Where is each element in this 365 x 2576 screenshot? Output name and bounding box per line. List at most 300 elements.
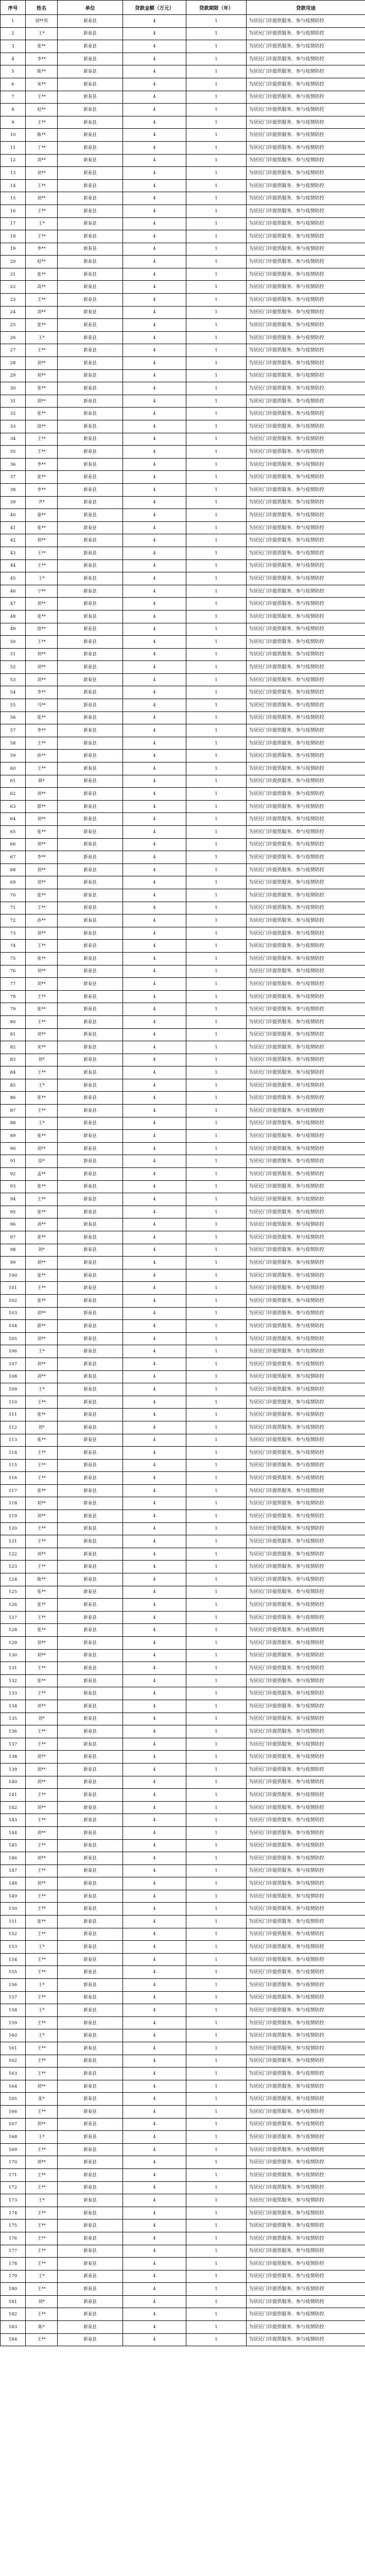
cell-purpose: 为居民门诊提供服务、参与疫情防控 (247, 2207, 365, 2219)
cell-amount: 4 (123, 2283, 186, 2296)
cell-purpose: 为居民门诊提供服务、参与疫情防控 (247, 965, 365, 978)
cell-amount: 4 (123, 1738, 186, 1751)
table-row (1, 1789, 365, 1802)
cell-purpose: 为居民门诊提供服务、参与疫情防控 (247, 319, 365, 332)
cell-unit: 新泰县 (58, 800, 123, 813)
cell-unit: 新泰县 (58, 1117, 123, 1130)
cell-amount: 4 (123, 560, 186, 572)
cell-index: 72 (1, 914, 26, 927)
table-row (1, 750, 365, 762)
cell-index: 1 (1, 15, 26, 28)
cell-index: 77 (1, 978, 26, 991)
cell-amount: 4 (123, 230, 186, 243)
table-row (1, 281, 365, 294)
cell-amount: 4 (123, 1497, 186, 1510)
cell-index: 88 (1, 1117, 26, 1130)
cell-purpose: 为居民门诊提供服务、参与疫情防控 (247, 889, 365, 902)
cell-amount: 4 (123, 2093, 186, 2106)
table-row (1, 2258, 365, 2270)
cell-purpose: 为居民门诊提供服务、参与疫情防控 (247, 192, 365, 205)
cell-purpose: 为居民门诊提供服务、参与疫情防控 (247, 1396, 365, 1409)
cell-purpose: 为居民门诊提供服务、参与疫情防控 (247, 1624, 365, 1637)
cell-term: 1 (186, 724, 247, 737)
cell-amount: 4 (123, 2016, 186, 2029)
cell-index: 177 (1, 2245, 26, 2258)
cell-amount: 4 (123, 1953, 186, 1966)
cell-amount: 4 (123, 902, 186, 914)
cell-purpose: 为居民门诊提供服务、参与疫情防控 (247, 636, 365, 649)
cell-index: 178 (1, 2258, 26, 2270)
cell-unit: 新泰县 (58, 306, 123, 319)
cell-term: 1 (186, 2080, 247, 2093)
cell-purpose: 为居民门诊提供服务、参与疫情防控 (247, 1142, 365, 1155)
cell-term: 1 (186, 1231, 247, 1244)
cell-index: 7 (1, 91, 26, 104)
cell-unit: 新泰县 (58, 1320, 123, 1333)
cell-purpose: 为居民门诊提供服务、参与疫情防控 (247, 1409, 365, 1421)
cell-index: 69 (1, 876, 26, 889)
cell-term: 1 (186, 1561, 247, 1573)
cell-unit: 新泰县 (58, 1269, 123, 1282)
cell-term: 1 (186, 1459, 247, 1472)
cell-amount: 4 (123, 1130, 186, 1143)
table-row (1, 699, 365, 712)
cell-purpose: 为居民门诊提供服务、参与疫情防控 (247, 281, 365, 294)
cell-index: 45 (1, 572, 26, 585)
cell-purpose: 为居民门诊提供服务、参与疫情防控 (247, 2270, 365, 2283)
cell-term: 1 (186, 2067, 247, 2080)
cell-amount: 4 (123, 1674, 186, 1687)
cell-index: 159 (1, 2016, 26, 2029)
cell-name: 王* (26, 2004, 58, 2017)
cell-term: 1 (186, 15, 247, 28)
cell-unit: 新泰县 (58, 104, 123, 116)
cell-name: 王** (26, 1687, 58, 1700)
cell-index: 137 (1, 1738, 26, 1751)
cell-unit: 新泰县 (58, 1028, 123, 1041)
cell-unit: 新泰县 (58, 1142, 123, 1155)
cell-purpose: 为居民门诊提供服务、参与疫情防控 (247, 1877, 365, 1890)
cell-amount: 4 (123, 1826, 186, 1839)
cell-unit: 新泰县 (58, 2055, 123, 2067)
cell-purpose: 为居民门诊提供服务、参与疫情防控 (247, 914, 365, 927)
cell-unit: 新泰县 (58, 1877, 123, 1890)
cell-unit: 新泰县 (58, 813, 123, 826)
table-row (1, 572, 365, 585)
cell-term: 1 (186, 2194, 247, 2207)
table-row (1, 15, 365, 28)
cell-name: 王** (26, 1966, 58, 1979)
cell-term: 1 (186, 1953, 247, 1966)
table-row (1, 78, 365, 91)
cell-purpose: 为居民门诊提供服务、参与疫情防控 (247, 1839, 365, 1852)
table-row (1, 357, 365, 370)
table-row (1, 686, 365, 699)
cell-term: 1 (186, 2245, 247, 2258)
cell-name: 刘* (26, 1421, 58, 1434)
table-row (1, 2067, 365, 2080)
table-row (1, 2131, 365, 2144)
cell-purpose: 为居民门诊提供服务、参与疫情防控 (247, 1117, 365, 1130)
cell-purpose: 为居民门诊提供服务、参与疫情防控 (247, 1282, 365, 1295)
cell-amount: 4 (123, 2295, 186, 2308)
table-row (1, 1130, 365, 1143)
cell-unit: 新泰县 (58, 1839, 123, 1852)
cell-term: 1 (186, 1916, 247, 1928)
table-row (1, 1561, 365, 1573)
cell-name: 刘** (26, 395, 58, 408)
table-row (1, 2181, 365, 2194)
cell-term: 1 (186, 1105, 247, 1117)
cell-unit: 新泰县 (58, 1257, 123, 1269)
cell-amount: 4 (123, 331, 186, 344)
table-row (1, 1282, 365, 1295)
cell-unit: 新泰县 (58, 179, 123, 192)
cell-term: 1 (186, 1763, 247, 1776)
cell-amount: 4 (123, 572, 186, 585)
cell-amount: 4 (123, 446, 186, 459)
cell-name: 王** (26, 1522, 58, 1535)
cell-purpose: 为居民门诊提供服务、参与疫情防控 (247, 2321, 365, 2334)
cell-index: 82 (1, 1041, 26, 1054)
cell-term: 1 (186, 1003, 247, 1016)
table-row (1, 1649, 365, 1662)
table-row (1, 2245, 365, 2258)
cell-name: 王** (26, 1396, 58, 1409)
cell-term: 1 (186, 686, 247, 699)
cell-name: 王** (26, 2181, 58, 2194)
cell-unit: 新泰县 (58, 572, 123, 585)
table-row (1, 268, 365, 281)
cell-amount: 4 (123, 1231, 186, 1244)
cell-index: 100 (1, 1269, 26, 1282)
cell-amount: 4 (123, 483, 186, 496)
cell-purpose: 为居民门诊提供服务、参与疫情防控 (247, 1155, 365, 1168)
cell-amount: 4 (123, 1687, 186, 1700)
cell-purpose: 为居民门诊提供服务、参与疫情防控 (247, 547, 365, 560)
cell-name: 王** (26, 737, 58, 750)
cell-index: 129 (1, 1637, 26, 1650)
cell-unit: 新泰县 (58, 1193, 123, 1206)
cell-name: 刘** (26, 1763, 58, 1776)
cell-amount: 4 (123, 547, 186, 560)
cell-purpose: 为居民门诊提供服务、参与疫情防控 (247, 471, 365, 484)
table-row (1, 1003, 365, 1016)
cell-name: 孙** (26, 750, 58, 762)
cell-index: 34 (1, 433, 26, 446)
cell-name: 刘* (26, 1054, 58, 1066)
cell-name: 王** (26, 1839, 58, 1852)
cell-index: 68 (1, 863, 26, 876)
cell-term: 1 (186, 1510, 247, 1523)
cell-amount: 4 (123, 1548, 186, 1561)
cell-term: 1 (186, 268, 247, 281)
cell-name: 王** (26, 1865, 58, 1877)
cell-unit: 新泰县 (58, 382, 123, 395)
cell-purpose: 为居民门诊提供服务、参与疫情防控 (247, 1826, 365, 1839)
cell-unit: 新泰县 (58, 1826, 123, 1839)
cell-unit: 新泰县 (58, 1725, 123, 1738)
cell-name: 王** (26, 1953, 58, 1966)
cell-purpose: 为居民门诊提供服务、参与疫情防控 (247, 2156, 365, 2169)
cell-index: 149 (1, 1890, 26, 1903)
cell-name: 张** (26, 826, 58, 839)
cell-name: 王** (26, 1472, 58, 1485)
cell-unit: 新泰县 (58, 724, 123, 737)
cell-purpose: 为居民门诊提供服务、参与疫情防控 (247, 306, 365, 319)
cell-purpose: 为居民门诊提供服务、参与疫情防控 (247, 1180, 365, 1193)
cell-index: 15 (1, 192, 26, 205)
cell-index: 13 (1, 167, 26, 180)
table-row (1, 990, 365, 1003)
table-row (1, 927, 365, 940)
table-row (1, 1142, 365, 1155)
table-row (1, 1903, 365, 1916)
cell-index: 102 (1, 1294, 26, 1307)
cell-name: 王* (26, 2194, 58, 2207)
table-row (1, 230, 365, 243)
cell-unit: 新泰县 (58, 167, 123, 180)
table-row (1, 940, 365, 953)
cell-unit: 新泰县 (58, 116, 123, 129)
cell-index: 9 (1, 116, 26, 129)
cell-name: 高** (26, 281, 58, 294)
cell-purpose: 为居民门诊提供服务、参与疫情防控 (247, 2042, 365, 2055)
cell-term: 1 (186, 952, 247, 965)
table-row (1, 1573, 365, 1586)
cell-name: 王** (26, 1611, 58, 1624)
cell-index: 133 (1, 1687, 26, 1700)
table-row (1, 1218, 365, 1231)
cell-amount: 4 (123, 1611, 186, 1624)
cell-unit: 新泰县 (58, 1763, 123, 1776)
table-row (1, 1421, 365, 1434)
cell-name: 张** (26, 268, 58, 281)
cell-index: 60 (1, 762, 26, 775)
cell-purpose: 为居民门诊提供服务、参与疫情防控 (247, 1383, 365, 1396)
cell-unit: 新泰县 (58, 2093, 123, 2106)
table-row (1, 673, 365, 686)
cell-term: 1 (186, 1307, 247, 1320)
table-row (1, 179, 365, 192)
cell-term: 1 (186, 40, 247, 53)
cell-purpose: 为居民门诊提供服务、参与疫情防控 (247, 433, 365, 446)
cell-amount: 4 (123, 636, 186, 649)
cell-amount: 4 (123, 1751, 186, 1764)
cell-amount: 4 (123, 1332, 186, 1345)
cell-unit: 新泰县 (58, 1092, 123, 1105)
cell-term: 1 (186, 331, 247, 344)
cell-amount: 4 (123, 1991, 186, 2004)
cell-name: 刘** (26, 154, 58, 167)
cell-term: 1 (186, 940, 247, 953)
table-row (1, 1105, 365, 1117)
cell-amount: 4 (123, 395, 186, 408)
table-row (1, 800, 365, 813)
cell-amount: 4 (123, 2029, 186, 2042)
cell-index: 16 (1, 205, 26, 217)
cell-unit: 新泰县 (58, 27, 123, 40)
cell-purpose: 为居民门诊提供服务、参与疫情防控 (247, 750, 365, 762)
cell-index: 111 (1, 1409, 26, 1421)
cell-amount: 4 (123, 2194, 186, 2207)
cell-term: 1 (186, 788, 247, 801)
cell-name: 陈** (26, 129, 58, 142)
cell-amount: 4 (123, 1586, 186, 1599)
cell-index: 66 (1, 838, 26, 851)
cell-term: 1 (186, 2232, 247, 2245)
cell-index: 114 (1, 1447, 26, 1460)
cell-unit: 新泰县 (58, 1282, 123, 1295)
cell-amount: 4 (123, 813, 186, 826)
cell-purpose: 为居民门诊提供服务、参与疫情防控 (247, 331, 365, 344)
cell-index: 78 (1, 990, 26, 1003)
cell-name: 王** (26, 2016, 58, 2029)
cell-amount: 4 (123, 1852, 186, 1865)
cell-name: 王** (26, 990, 58, 1003)
cell-name: 李** (26, 686, 58, 699)
cell-index: 106 (1, 1345, 26, 1358)
table-row (1, 1396, 365, 1409)
table-row (1, 2042, 365, 2055)
cell-purpose: 为居民门诊提供服务、参与疫情防控 (247, 521, 365, 534)
cell-index: 117 (1, 1484, 26, 1497)
cell-term: 1 (186, 699, 247, 712)
cell-purpose: 为居民门诊提供服务、参与疫情防控 (247, 408, 365, 420)
cell-index: 166 (1, 2105, 26, 2118)
cell-term: 1 (186, 1066, 247, 1079)
cell-purpose: 为居民门诊提供服务、参与疫情防控 (247, 1028, 365, 1041)
cell-name: 王** (26, 762, 58, 775)
table-row (1, 1953, 365, 1966)
cell-amount: 4 (123, 699, 186, 712)
table-row (1, 1168, 365, 1181)
cell-term: 1 (186, 2118, 247, 2131)
cell-term: 1 (186, 1447, 247, 1460)
cell-name: 王** (26, 1991, 58, 2004)
table-row (1, 1586, 365, 1599)
cell-purpose: 为居民门诊提供服务、参与疫情防控 (247, 2283, 365, 2296)
cell-index: 181 (1, 2295, 26, 2308)
cell-index: 25 (1, 319, 26, 332)
cell-amount: 4 (123, 1535, 186, 1548)
cell-term: 1 (186, 1180, 247, 1193)
cell-name: 张** (26, 1092, 58, 1105)
cell-purpose: 为居民门诊提供服务、参与疫情防控 (247, 2181, 365, 2194)
table-row (1, 2219, 365, 2232)
cell-term: 1 (186, 53, 247, 65)
cell-purpose: 为居民门诊提供服务、参与疫情防控 (247, 648, 365, 661)
cell-amount: 4 (123, 1637, 186, 1650)
cell-term: 1 (186, 1586, 247, 1599)
cell-name: 张** (26, 1294, 58, 1307)
cell-amount: 4 (123, 990, 186, 1003)
cell-unit: 新泰县 (58, 990, 123, 1003)
table-row (1, 2029, 365, 2042)
cell-name: 王** (26, 1725, 58, 1738)
cell-amount: 4 (123, 1776, 186, 1789)
cell-unit: 新泰县 (58, 927, 123, 940)
cell-index: 163 (1, 2067, 26, 2080)
table-row (1, 1079, 365, 1092)
cell-index: 160 (1, 2029, 26, 2042)
table-row (1, 471, 365, 484)
table-row (1, 1307, 365, 1320)
cell-unit: 新泰县 (58, 446, 123, 459)
cell-purpose: 为居民门诊提供服务、参与疫情防控 (247, 104, 365, 116)
cell-index: 55 (1, 699, 26, 712)
table-row (1, 965, 365, 978)
cell-amount: 4 (123, 914, 186, 927)
cell-index: 59 (1, 750, 26, 762)
cell-term: 1 (186, 256, 247, 268)
cell-unit: 新泰县 (58, 230, 123, 243)
table-row (1, 1320, 365, 1333)
cell-purpose: 为居民门诊提供服务、参与疫情防控 (247, 369, 365, 382)
cell-index: 126 (1, 1599, 26, 1612)
cell-term: 1 (186, 2219, 247, 2232)
cell-name: 王** (26, 560, 58, 572)
table-row (1, 661, 365, 674)
cell-purpose: 为居民门诊提供服务、参与疫情防控 (247, 40, 365, 53)
cell-purpose: 为居民门诊提供服务、参与疫情防控 (247, 1852, 365, 1865)
cell-unit: 新泰县 (58, 1434, 123, 1447)
cell-index: 158 (1, 2004, 26, 2017)
cell-term: 1 (186, 1674, 247, 1687)
cell-unit: 新泰县 (58, 1041, 123, 1054)
cell-term: 1 (186, 1117, 247, 1130)
cell-index: 146 (1, 1852, 26, 1865)
table-row (1, 838, 365, 851)
cell-purpose: 为居民门诊提供服务、参与疫情防控 (247, 902, 365, 914)
table-row (1, 1979, 365, 1992)
cell-index: 172 (1, 2181, 26, 2194)
table-row (1, 1332, 365, 1345)
cell-index: 184 (1, 2333, 26, 2346)
cell-purpose: 为居民门诊提供服务、参与疫情防控 (247, 724, 365, 737)
cell-purpose: 为居民门诊提供服务、参与疫情防控 (247, 65, 365, 78)
table-row (1, 2004, 365, 2017)
cell-amount: 4 (123, 1383, 186, 1396)
cell-amount: 4 (123, 1396, 186, 1409)
cell-unit: 新泰县 (58, 1865, 123, 1877)
table-row (1, 1180, 365, 1193)
cell-term: 1 (186, 2055, 247, 2067)
cell-term: 1 (186, 711, 247, 724)
cell-index: 43 (1, 547, 26, 560)
cell-unit: 新泰县 (58, 1624, 123, 1637)
cell-name: 刘** (26, 1358, 58, 1370)
cell-term: 1 (186, 1294, 247, 1307)
cell-unit: 新泰县 (58, 636, 123, 649)
cell-purpose: 为居民门诊提供服务、参与疫情防控 (247, 141, 365, 154)
cell-name: 王* (26, 2131, 58, 2144)
cell-amount: 4 (123, 420, 186, 433)
cell-purpose: 为居民门诊提供服务、参与疫情防控 (247, 762, 365, 775)
cell-amount: 4 (123, 1599, 186, 1612)
cell-purpose: 为居民门诊提供服务、参与疫情防控 (247, 1662, 365, 1675)
cell-term: 1 (186, 1865, 247, 1877)
cell-term: 1 (186, 2029, 247, 2042)
cell-name: 王** (26, 116, 58, 129)
table-row (1, 395, 365, 408)
cell-index: 97 (1, 1231, 26, 1244)
cell-term: 1 (186, 243, 247, 256)
cell-purpose: 为居民门诊提供服务、参与疫情防控 (247, 2168, 365, 2181)
cell-index: 63 (1, 800, 26, 813)
cell-amount: 4 (123, 1763, 186, 1776)
cell-name: 王** (26, 1066, 58, 1079)
